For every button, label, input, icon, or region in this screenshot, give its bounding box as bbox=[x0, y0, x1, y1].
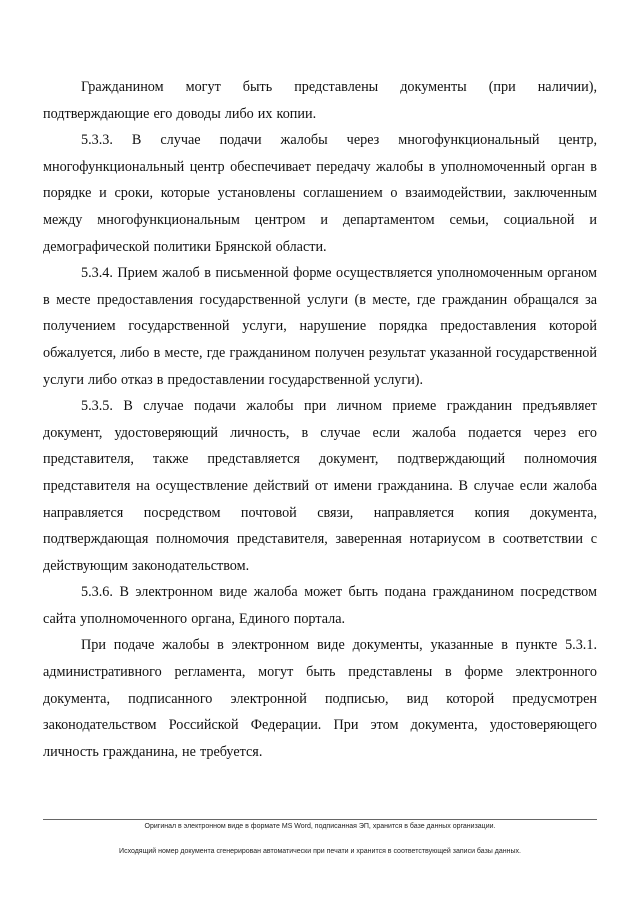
document-body bbox=[43, 74, 597, 765]
paragraph-5-3-6: 5.3.6. В электронном виде жалоба может быть подана гражданином посредством сайта уполномоченного органа, Единого портала. bbox=[43, 584, 597, 627]
paragraph-evidence: Гражданином могут быть представлены документы (при наличии), подтверждающие его доводы либо их копии. bbox=[43, 79, 597, 122]
paragraph-electronic-submission: При подаче жалобы в электронном виде документы, указанные в пункте 5.3.1. административного регламента, могут быть представлены в форме электронного документа, подписанного электронной подписью, вид которой предусмотрен законодательством Российской Федерации. При этом документа, удостоверяющего личность гражданина, не требуется. bbox=[43, 637, 597, 760]
paragraph-5-3-3: 5.3.3. В случае подачи жалобы через многофункциональный центр, многофункциональный центр обеспечивает передачу жалобы в уполномоченный орган в порядке и сроки, которые установлены соглашением о взаимодействии, заключенным между многофункциональным центром и департаментом семьи, социальной и демографической политики Брянской области. bbox=[43, 132, 597, 255]
page-footer bbox=[43, 819, 597, 855]
footer-number-note: Исходящий номер документа сгенерирован автоматически при печати и хранится в соответствующей записи базы данных. bbox=[119, 848, 521, 855]
paragraph-5-3-4: 5.3.4. Прием жалоб в письменной форме осуществляется уполномоченным органом в месте предоставления государственной услуги (в месте, где гражданин обращался за получением государственной услуги, нарушение порядка предоставления которой обжалуется, либо в месте, где гражданином получен результат указанной государственной услуги либо отказ в предоставлении государственной услуги). bbox=[43, 265, 597, 388]
footer-divider bbox=[43, 819, 597, 820]
paragraph-5-3-5: 5.3.5. В случае подачи жалобы при личном приеме гражданин предъявляет документ, удостоверяющий личность, в случае если жалоба подается через его представителя, также представляется документ, подтверждающий полномочия представителя на осуществление действий от имени гражданина. В случае если жалоба направляется посредством почтовой связи, направляется копия документа, подтверждающая полномочия представителя, заверенная нотариусом в соответствии с действующим законодательством. bbox=[43, 398, 597, 574]
footer-original-note: Оригинал в электронном виде в формате MS Word, подписанная ЭП, хранится в базе данных организации. bbox=[144, 823, 496, 830]
